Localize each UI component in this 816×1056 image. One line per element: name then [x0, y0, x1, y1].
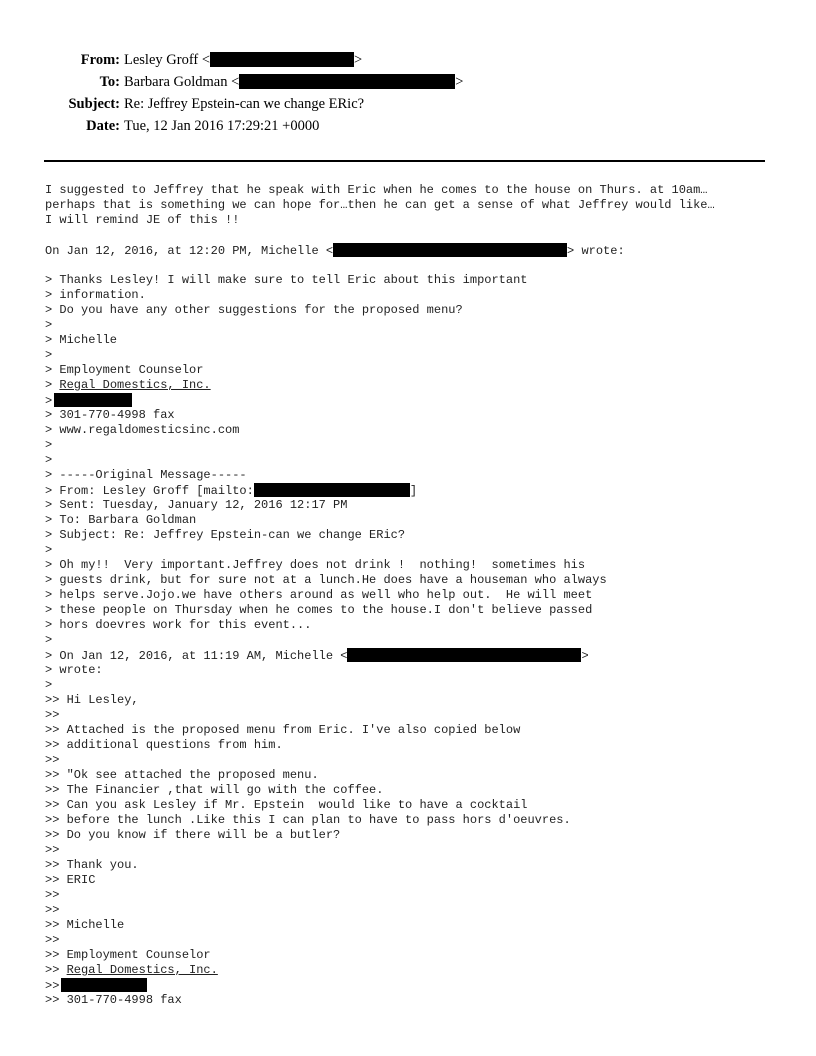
quote-line: > Subject: Re: Jeffrey Epstein-can we change ERic?	[45, 528, 406, 542]
subject-row	[0, 96, 816, 118]
quote-line: > Employment Counselor	[45, 363, 204, 377]
redaction-bar	[254, 483, 410, 497]
nested-quote-line: >> The Financier ,that will go with the coffee.	[45, 783, 384, 797]
quote-line: >	[45, 318, 53, 332]
quote-line: > To: Barbara Goldman	[45, 513, 197, 527]
from-value	[124, 52, 362, 69]
email-header	[0, 52, 816, 140]
nested-quote-line: >>	[45, 753, 60, 767]
body-line: I will remind JE of this !!	[45, 213, 240, 227]
redaction-bar	[61, 978, 147, 992]
quote-line: > 301-770-4998 fax	[45, 408, 175, 422]
redaction-bar	[210, 52, 354, 67]
quote-line: > Sent: Tuesday, January 12, 2016 12:17 PM	[45, 498, 348, 512]
nested-quote-line: >> Michelle	[45, 918, 125, 932]
date-value: Tue, 12 Jan 2016 17:29:21 +0000	[124, 118, 320, 134]
blank-line	[45, 258, 785, 273]
nested-quote-line: >> Do you know if there will be a butler?	[45, 828, 341, 842]
redaction-bar	[54, 393, 132, 407]
email-body	[45, 183, 785, 1008]
from-tail: >	[354, 52, 363, 68]
date-row	[0, 118, 816, 140]
company-link[interactable]: Regal Domestics, Inc.	[59, 378, 211, 392]
nested-quote-line: >> Can you ask Lesley if Mr. Epstein would like to have a cocktail	[45, 798, 528, 812]
nested-quote-line: >>	[45, 978, 785, 993]
quote-line: > guests drink, but for sure not at a lunch.He does have a houseman who always	[45, 573, 607, 587]
nested-quote-line: >>	[45, 903, 60, 917]
to-value	[124, 74, 463, 91]
quote-line: > wrote:	[45, 663, 103, 677]
nested-quote-line: >> Attached is the proposed menu from Eric. I've also copied below	[45, 723, 521, 737]
nested-quote-line: >> Hi Lesley,	[45, 693, 139, 707]
quote-line: > Regal Domestics, Inc.	[45, 378, 211, 392]
quote-line: > Michelle	[45, 333, 118, 347]
nested-quote-line: >>	[45, 888, 60, 902]
blank-line	[45, 228, 785, 243]
from-row	[0, 52, 816, 74]
quote-line: >	[45, 453, 53, 467]
to-tail: >	[455, 74, 464, 90]
from-label: From:	[80, 52, 120, 68]
body-line: I suggested to Jeffrey that he speak with Eric when he comes to the house on Thurs. at 10am…	[45, 183, 708, 197]
nested-quote-line: >>	[45, 708, 60, 722]
quote-line: > Oh my!! Very important.Jeffrey does not drink ! nothing! sometimes his	[45, 558, 586, 572]
nested-quote-line: >> "Ok see attached the proposed menu.	[45, 768, 319, 782]
quote-line: >	[45, 543, 53, 557]
to-label: To:	[99, 74, 120, 90]
quote-line: > information.	[45, 288, 146, 302]
quote-line: > From: Lesley Groff [mailto: ]	[45, 484, 418, 498]
quote-attribution: On Jan 12, 2016, at 12:20 PM, Michelle < > wrote:	[45, 244, 625, 258]
body-line: perhaps that is something we can hope for…then he can get a sense of what Jeffrey would like…	[45, 198, 715, 212]
nested-quote-line: >> before the lunch .Like this I can plan to have to pass hors d'oeuvres.	[45, 813, 571, 827]
to-row	[0, 74, 816, 96]
nested-quote-line: >> 301-770-4998 fax	[45, 993, 182, 1007]
nested-quote-line: >> additional questions from him.	[45, 738, 283, 752]
subject-label: Subject:	[68, 96, 120, 112]
quote-line: >	[45, 438, 53, 452]
quote-line: > -----Original Message-----	[45, 468, 247, 482]
quote-line: > On Jan 12, 2016, at 11:19 AM, Michelle < >	[45, 649, 589, 663]
date-label: Date:	[86, 118, 120, 134]
quote-line: > Do you have any other suggestions for the proposed menu?	[45, 303, 463, 317]
quote-line: >	[45, 348, 53, 362]
quote-line: > Thanks Lesley! I will make sure to tell Eric about this important	[45, 273, 528, 287]
company-link[interactable]: Regal Domestics, Inc.	[66, 963, 218, 977]
nested-quote-line: >>	[45, 933, 60, 947]
quote-line: > helps serve.Jojo.we have others around as well who help out. He will meet	[45, 588, 593, 602]
nested-quote-line: >>	[45, 843, 60, 857]
quote-line: >	[45, 633, 53, 647]
redaction-bar	[239, 74, 455, 89]
header-divider	[44, 160, 765, 162]
quote-line: > these people on Thursday when he comes to the house.I don't believe passed	[45, 603, 593, 617]
subject-value: Re: Jeffrey Epstein-can we change ERic?	[124, 96, 365, 112]
nested-quote-line: >> ERIC	[45, 873, 96, 887]
from-name: Lesley Groff <	[124, 52, 211, 68]
to-name: Barbara Goldman <	[124, 74, 240, 90]
quote-line: >	[45, 678, 53, 692]
quote-line: > hors doevres work for this event...	[45, 618, 312, 632]
nested-quote-line: >> Regal Domestics, Inc.	[45, 963, 218, 977]
nested-quote-line: >> Thank you.	[45, 858, 139, 872]
redaction-bar	[333, 243, 567, 257]
nested-quote-line: >> Employment Counselor	[45, 948, 211, 962]
quote-line: >	[45, 393, 785, 408]
quote-line: > www.regaldomesticsinc.com	[45, 423, 240, 437]
redaction-bar	[347, 648, 581, 662]
